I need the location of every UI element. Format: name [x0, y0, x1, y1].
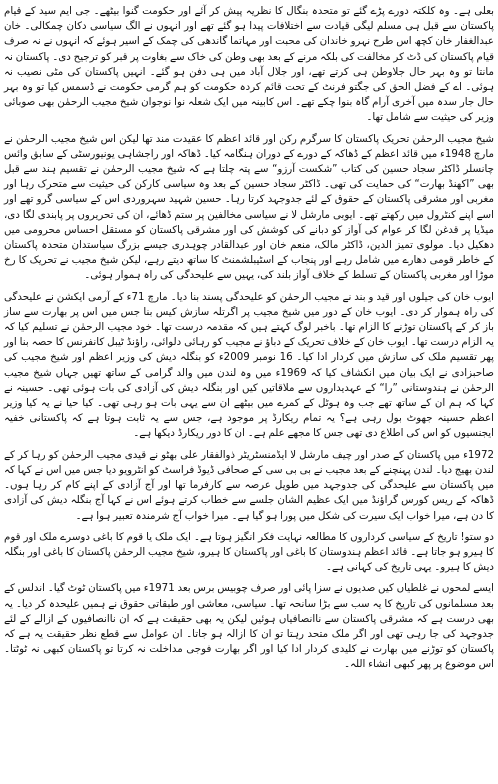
- article-paragraph-2: شیخ مجیب الرحمٰن تحریک پاکستان کا سرگرم رکن اور قائد اعظم کا عقیدت مند تھا لیکن اس شیخ مجیب الرحمٰن نے مارچ 1948ء میں قائد اعظم کے ڈھاکہ کے دورے کے دوران ہنگامہ کیا۔ ڈھاکہ اور راجشاہی یونیورسٹی کے سابق وائس چانسلر ڈاکٹر سجاد حسین کی کتاب ”شکست آرزو“ سے پتہ چلتا ہے کہ شیخ مجیب الرحمٰن نے تقسیم ہند سے قبل بھی ”اکھنڈ بھارت“ کی حمایت کی تھی۔ ڈاکٹر سجاد حسین کے بعد وہ سیاسی کارکن کی حیثیت سے متحرک رہا اور مغربی اور مشرقی پاکستان کے حقوق کے لئے جدوجہد کرتا رہا۔ حسین شہید سہروردی اس کے سیاسی گرو تھے اور اسے اپنے کنٹرول میں رکھتے تھے۔ ایوبی مارشل لا نے سیاسی مخالفین پر ستم ڈھائے، ان کی تحریروں پر پابندی لگا دی، میڈیا پر قدغن لگا کر عوام کی آواز کو دبانے کی کوشش کی اور مشرقی پاکستان کو مستقل احساس محرومی میں دھکیل دیا۔ مولوی تمیز الدین، ڈاکٹر مالک، منعم خان اور عبدالقادر چوہدری جیسے بزرگ سیاستدان متحدہ پاکستان کے خاطر قومی دھارے میں شامل رہے اور پنجاب کے اسٹیبلشمنٹ کا ساتھ دیتے رہے، لیکن شیخ مجیب نے تحریک کا رخ موڑا اور مغربی پاکستان کے تسلط کے خلاف آواز بلند کی، یہیں سے علیحدگی کی راہ ہموار ہوئی۔: [4, 132, 494, 282]
- article-paragraph-4: 1972ء میں پاکستان کے صدر اور چیف مارشل لا ایڈمنسٹریٹر ذوالفقار علی بھٹو نے قیدی مجیب الرحمٰن کو رہا کر کے لندن بھیج دیا۔ لندن پہنچنے کے بعد مجیب نے بی بی سی کے صحافی ڈیوڈ فراسٹ کو انٹرویو دیا جس میں اس نے کہا کہ میں پاکستان سے علیحدگی کی جدوجہد میں طویل عرصہ سے کارفرما تھا اور آج آزادی کے اپنے کام کر رہا ہوں۔ ڈھاکہ کے ریس کورس گراؤنڈ میں ایک عظیم الشان جلسے سے خطاب کرتے ہوئے اس نے کہا آج بنگلہ دیش کی آزادی کا دن ہے، میرا خواب ایک سیرت کی شکل میں پورا ہو گیا ہے۔ میرا خواب آج شرمندہ تعبیر ہوا ہے۔: [4, 448, 494, 522]
- article-paragraph-6: ایسے لمحوں نے غلطیاں کیں صدیوں نے سزا پائی اور صرف چوبیس برس بعد 1971ء میں پاکستان ٹوٹ گیا۔ اندلس کے بعد مسلمانوں کی تاریخ کا یہ سب سے بڑا سانحہ تھا۔ سیاسی، معاشی اور طبقاتی حقوق نے ہمیں علیحدہ کر دیا۔ یہ بھی درست ہے کہ مشرقی پاکستان سے ناانصافیاں ہوئیں لیکن یہ بھی حقیقت ہے کہ ان ناانصافیوں کے ازالے کے لئے جدوجہد کی جا رہی تھی اور اگر ملک متحد رہتا تو ان کا ازالہ ہو جاتا۔ ان عوامل سے قطع نظر حقیقت یہ ہے کہ پاکستان کو توڑنے میں بھارت نے کلیدی کردار ادا کیا اور اگر بھارت فوجی مداخلت نہ کرتا تو پاکستان کبھی نہ ٹوٹتا۔ اس موضوع پر پھر کبھی انشاء اللہ۔: [4, 582, 494, 671]
- article-paragraph-3: ایوب خان کی جیلوں اور قید و بند نے مجیب الرحمٰن کو علیحدگی پسند بنا دیا۔ مارچ 71ء کے آرمی ایکشن نے علیحدگی کی راہ ہموار کر دی۔ ایوب خان کے دور میں شیخ مجیب پر اگرتلہ سازش کیس بنا جس میں اس پر بھارت سے ساز باز کر کے پاکستان توڑنے کا الزام تھا۔ باخبر لوگ کہتے ہیں کہ مقدمہ درست تھا۔ خود مجیب الرحمٰن نے تسلیم کیا کہ یہ الزام درست تھا۔ ایوب خان کے خلاف تحریک کے دباؤ نے مجیب کو رہائی دلوائی، راؤنڈ ٹیبل کانفرنس کا حصہ بنا اور پھر تقسیم ملک کی سازش میں کردار ادا کیا۔ 16 نومبر 2009ء کو بنگلہ دیش کی وزیر اعظم اور شیخ مجیب کی صاحبزادی نے ایک بیان میں انکشاف کیا کہ 1969ء میں وہ لندن میں والد گرامی کے ساتھ تھیں جہاں شیخ مجیب الرحمٰن نے ہندوستانی ”را“ کے عہدیداروں سے ملاقاتیں کیں اور بنگلہ دیش کی آزادی کی بات ہوئی تھی۔ حسینہ نے کہا کہ ہم ان کے ساتھ تھے جب وہ ہوٹل کے کمرے میں بیٹھے ان سے یہی بات ہو رہی تھی۔ کیا حیا نے یہ کیا وزیر اعظم حسینہ جھوٹ بول رہی ہے؟ یہ تمام ریکارڈ پر موجود ہے، جس سے یہ ثابت ہوتا ہے کہ پاکستانی خفیہ ایجنسیوں کو اس کی اطلاع دی تھی جس کا مجھے علم ہے۔ ان کا دور ریکارڈ دیکھا ہے۔: [4, 290, 494, 440]
- urdu-article-column: [4, 4, 494, 673]
- article-paragraph-1: بعلی ہے۔ وہ کلکتہ دورے پڑے گئے تو متحدہ بنگال کا نظریہ پیش کر آئے اور حکومت گنوا بیٹھے۔ جی ایم سید کے قیام پاکستان سے قبل ہی مسلم لیگی قیادت سے اختلافات پیدا ہو گئے تھے اور انہوں نے الگ سیاسی دکان چمکالی۔ خان عبدالغفار خان کچھ اس طرح نہرو خاندان کی محبت اور مہاتما گاندھی کی چمک کے اسیر ہوئے کہ انہوں نے نہ صرف قیام پاکستان کی ڈٹ کر مخالفت کی بلکہ مرنے کے بعد بھی وطن کی خاک سے بغاوت پر قبر کو ترجیح دی۔ پاکستان نہ مانتا تو وہ بہر حال جلاوطن ہی کرتے تھے، اور جلال آباد میں ہی دفن ہو گئے۔ انہیں پاکستان کی مٹی نصیب نہ ہوئی۔ اے کے فضل الحق کی جگتو فرنٹ کے تحت قائم کردہ حکومت کو ہم گرمی حکومت نے ڈسمس کیا تو وہ بہر حال جار سدہ میں آخری آرام گاہ بنوا چکے تھے۔ اس کابینہ میں ایک شعلہ نوا نوجوان شیخ مجیب الرحمٰن بھی صوبائی وزیر کی حیثیت سے شامل تھا۔: [4, 5, 494, 124]
- article-paragraph-5: دو ستو! تاریخ کے سیاسی کرداروں کا مطالعہ نہایت فکر انگیز ہوتا ہے۔ ایک ملک یا قوم کا باغی دوسرے ملک اور قوم کا ہیرو ہو جاتا ہے۔ قائد اعظم ہندوستان کا باغی اور پاکستان کا ہیرو، شیخ مجیب الرحمٰن پاکستان کا باغی اور بنگلہ دیش کا ہیرو۔ یہی تاریخ کی کہانی ہے۔: [4, 530, 494, 574]
